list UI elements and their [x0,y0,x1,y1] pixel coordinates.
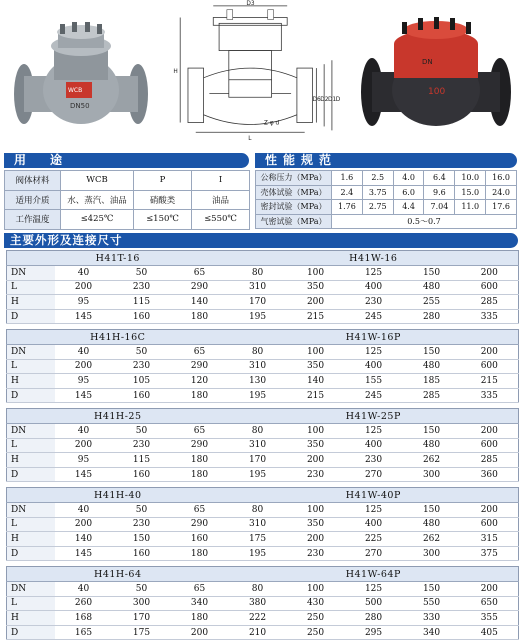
table-cell: 245 [345,309,403,324]
table-cell: 400 [345,438,403,453]
table-cell: 65 [171,345,229,360]
table-cell: 50 [113,345,171,360]
table-row [256,171,517,186]
table-cell: 16.0 [486,171,517,186]
table-cell: 400 [345,280,403,295]
table-cell: 24.0 [486,185,517,200]
table-cell: 210 [229,625,287,640]
dim-d6: D6 [312,97,321,104]
table-cell: 100 [287,266,345,281]
row-label: D [7,546,55,561]
table-cell: 100 [287,345,345,360]
table-cell: 300 [403,467,461,482]
table-cell: 4.4 [393,200,424,215]
table-cell: 350 [287,517,345,532]
table-cell: 115 [113,453,171,468]
table-cell: 3.75 [362,185,393,200]
table-cell: 95 [55,295,113,310]
model-left: H41H-64 [7,567,229,582]
table-cell: 168 [55,611,113,626]
table-cell: 145 [55,467,113,482]
table-row [7,438,519,453]
table-cell: 290 [171,359,229,374]
table-cell: 180 [171,611,229,626]
dimension-table [6,566,519,640]
perf-label: 气密试验（MPa） [256,214,332,229]
dimension-table [6,487,519,561]
table-row [7,625,519,640]
table-row [7,503,519,518]
table-cell: 80 [229,266,287,281]
table-cell: 140 [171,295,229,310]
table-cell: 480 [403,280,461,295]
row-label: DN [7,424,55,439]
table-cell: 150 [403,582,461,597]
table-cell: 335 [461,309,519,324]
table-cell: 170 [113,611,171,626]
table-cell: 480 [403,438,461,453]
table-cell: 260 [55,596,113,611]
table-cell: 650 [461,596,519,611]
table-cell: 230 [345,295,403,310]
table-cell: 340 [171,596,229,611]
table-cell: 270 [345,546,403,561]
table-cell: 165 [55,625,113,640]
table-row [7,453,519,468]
table-cell: WCB [61,171,134,191]
table-cell: 295 [345,625,403,640]
table-cell: 200 [287,295,345,310]
table-cell: 400 [345,359,403,374]
table-cell: 215 [461,374,519,389]
table-cell: 195 [229,388,287,403]
row-label: H [7,295,55,310]
dim-d: D [335,97,341,104]
table-cell: 222 [229,611,287,626]
valve-mark-2: DN50 [70,102,90,110]
table-cell: 600 [461,438,519,453]
table-cell: 200 [461,503,519,518]
model-header-row [7,488,519,503]
table-cell: 硝酸类 [134,190,192,210]
table-cell: 170 [229,453,287,468]
table-cell: 330 [403,611,461,626]
table-row [7,546,519,561]
table-cell: 9.6 [424,185,455,200]
table-cell: 95 [55,453,113,468]
table-row [7,309,519,324]
table-row [5,171,250,191]
usage-section-title: 用 途 [4,153,249,168]
table-row [7,266,519,281]
table-cell: 195 [229,467,287,482]
table-cell: 80 [229,503,287,518]
table-cell: 290 [171,438,229,453]
table-cell: 200 [55,438,113,453]
table-row [5,210,250,230]
table-row [7,467,519,482]
row-label: H [7,532,55,547]
dimension-table [6,250,519,324]
table-cell: 2.4 [332,185,363,200]
table-cell: 290 [171,517,229,532]
table-cell: 200 [461,266,519,281]
table-cell: 2.5 [362,171,393,186]
table-cell: 4.0 [393,171,424,186]
table-row [7,280,519,295]
dimension-table [6,408,519,482]
dim-h: H [173,68,178,75]
table-cell: 600 [461,359,519,374]
table-cell: 80 [229,424,287,439]
perf-label: 壳体试验（MPa） [256,185,332,200]
table-cell: 145 [55,388,113,403]
table-cell: 160 [113,388,171,403]
table-cell: 225 [345,532,403,547]
table-cell: 245 [345,388,403,403]
table-cell: 185 [403,374,461,389]
model-right: H41W-16P [229,330,519,345]
table-cell: 160 [113,467,171,482]
table-cell: 360 [461,467,519,482]
row-label: L [7,280,55,295]
dimension-table [6,329,519,403]
row-label: H [7,374,55,389]
table-cell: 125 [345,266,403,281]
table-cell: 150 [403,503,461,518]
model-header-row [7,330,519,345]
table-cell: 145 [55,309,113,324]
table-cell: 水、蒸汽、油品 [61,190,134,210]
row-label: D [7,309,55,324]
table-cell: 350 [287,438,345,453]
row-label: D [7,388,55,403]
table-cell: 280 [403,309,461,324]
row-label: D [7,467,55,482]
dim-d1: D1 [328,97,337,104]
table-cell: 310 [229,280,287,295]
table-cell: P [134,171,192,191]
table-cell: 405 [461,625,519,640]
table-cell: 315 [461,532,519,547]
table-cell: 215 [287,388,345,403]
table-cell: 150 [403,345,461,360]
table-cell: 50 [113,424,171,439]
table-cell: 180 [171,467,229,482]
table-row [7,374,519,389]
model-right: H41W-64P [229,567,519,582]
table-row [7,582,519,597]
usage-label: 适用介质 [5,190,61,210]
model-left: H41H-40 [7,488,229,503]
table-cell: 125 [345,582,403,597]
table-row [256,200,517,215]
table-cell: 285 [461,453,519,468]
table-cell: 175 [113,625,171,640]
table-cell: 50 [113,503,171,518]
table-cell: 480 [403,359,461,374]
table-cell: 160 [113,546,171,561]
table-cell: I [192,171,250,191]
table-cell: 油品 [192,190,250,210]
table-cell: 350 [287,359,345,374]
row-label: L [7,596,55,611]
table-row [7,295,519,310]
table-cell: 550 [403,596,461,611]
table-row [256,214,517,229]
table-cell: 270 [345,467,403,482]
table-cell: 65 [171,582,229,597]
model-left: H41H-25 [7,409,229,424]
model-left: H41H-16C [7,330,229,345]
table-cell: 230 [113,359,171,374]
table-cell: 600 [461,517,519,532]
table-cell: 80 [229,345,287,360]
table-cell: 11.0 [455,200,486,215]
dimensions-section-title: 主要外形及连接尺寸 [4,233,518,248]
table-cell: 285 [461,295,519,310]
table-cell: 170 [229,295,287,310]
dim-d3: D3 [246,0,255,7]
table-cell: 150 [403,266,461,281]
table-cell: ≤150℃ [134,210,192,230]
table-cell: 200 [55,280,113,295]
table-cell: 195 [229,546,287,561]
table-cell: 195 [229,309,287,324]
table-cell: 200 [55,517,113,532]
table-cell: 120 [171,374,229,389]
model-right: H41W-40P [229,488,519,503]
table-cell: 105 [113,374,171,389]
table-cell: 6.4 [424,171,455,186]
table-cell: 40 [55,345,113,360]
table-cell: 400 [345,517,403,532]
valve-mark-1: WCB [68,87,83,94]
table-cell: 230 [113,280,171,295]
row-label: H [7,453,55,468]
table-cell: 200 [55,359,113,374]
table-cell: 200 [461,582,519,597]
table-cell: 290 [171,280,229,295]
table-row [7,359,519,374]
usage-table [4,170,250,230]
table-cell: 230 [113,517,171,532]
table-cell: 100 [287,503,345,518]
table-cell: 6.0 [393,185,424,200]
table-cell: 115 [113,295,171,310]
table-cell: 150 [403,424,461,439]
model-left: H41T-16 [7,251,229,266]
table-cell: 180 [171,453,229,468]
table-cell: 40 [55,424,113,439]
table-cell: 65 [171,503,229,518]
table-cell: 100 [287,582,345,597]
table-cell: 180 [171,309,229,324]
table-cell: 150 [113,532,171,547]
table-cell: 262 [403,453,461,468]
table-cell: 40 [55,503,113,518]
table-cell: 180 [171,546,229,561]
table-cell: 230 [287,467,345,482]
model-header-row [7,567,519,582]
table-cell: 17.6 [486,200,517,215]
table-cell: 262 [403,532,461,547]
table-cell: 300 [113,596,171,611]
table-cell: 230 [287,546,345,561]
table-cell: 380 [229,596,287,611]
table-row [256,185,517,200]
table-row [5,190,250,210]
table-cell: 600 [461,280,519,295]
table-cell: 155 [345,374,403,389]
table-cell: 7.04 [424,200,455,215]
row-label: DN [7,503,55,518]
table-cell: 230 [345,453,403,468]
table-cell: 40 [55,582,113,597]
table-cell: 130 [229,374,287,389]
table-cell: 125 [345,345,403,360]
table-cell: 300 [403,546,461,561]
valve-photo-grey [2,2,160,144]
table-cell: ≤550℃ [192,210,250,230]
table-cell: 125 [345,503,403,518]
dim-d2: D2 [320,97,329,104]
row-label: DN [7,345,55,360]
table-cell: 80 [229,582,287,597]
table-cell: 500 [345,596,403,611]
table-row [7,424,519,439]
table-cell: 255 [403,295,461,310]
table-cell: 125 [345,424,403,439]
table-cell: 140 [287,374,345,389]
table-cell: 145 [55,546,113,561]
table-cell: 340 [403,625,461,640]
table-cell: 480 [403,517,461,532]
performance-section-title: 性能规范 [255,153,517,168]
row-label: H [7,611,55,626]
table-cell: 250 [287,611,345,626]
performance-table [255,170,517,229]
table-cell: 250 [287,625,345,640]
table-cell: 280 [345,611,403,626]
table-cell: 1.6 [332,171,363,186]
table-row [7,388,519,403]
header-illustrations [0,0,520,150]
row-label: DN [7,582,55,597]
table-cell: 160 [171,532,229,547]
model-header-row [7,251,519,266]
model-header-row [7,409,519,424]
table-cell: 200 [287,453,345,468]
table-cell: 40 [55,266,113,281]
table-cell: 355 [461,611,519,626]
table-cell: 200 [461,345,519,360]
valve-section-drawing [168,0,348,142]
table-row [7,611,519,626]
table-cell: 310 [229,359,287,374]
table-cell: 2.75 [362,200,393,215]
perf-label: 公称压力（MPa） [256,171,332,186]
table-cell: 10.0 [455,171,486,186]
table-cell: 50 [113,582,171,597]
valve-red-mark-2: 100 [428,87,446,97]
model-right: H41W-16 [229,251,519,266]
table-row [7,345,519,360]
row-label: L [7,438,55,453]
model-right: H41W-25P [229,409,519,424]
table-cell: 430 [287,596,345,611]
usage-label: 工作温度 [5,210,61,230]
table-cell: 375 [461,546,519,561]
table-cell: 160 [113,309,171,324]
table-cell: 310 [229,438,287,453]
table-cell: 200 [461,424,519,439]
table-cell: 1.76 [332,200,363,215]
valve-photo-red [356,2,516,144]
table-cell: ≤425℃ [61,210,134,230]
usage-label: 阀体材料 [5,171,61,191]
table-cell: 95 [55,374,113,389]
valve-red-mark-1: DN [422,58,433,66]
table-cell: 180 [171,388,229,403]
table-cell: 140 [55,532,113,547]
table-cell: 200 [287,532,345,547]
table-cell: 175 [229,532,287,547]
table-cell: 230 [113,438,171,453]
table-cell: 200 [171,625,229,640]
row-label: DN [7,266,55,281]
table-cell: 50 [113,266,171,281]
table-cell: 0.5～0.7 [332,214,517,229]
table-cell: 215 [287,309,345,324]
dim-z: Z-φ d [263,120,280,127]
table-cell: 65 [171,424,229,439]
perf-label: 密封试验（MPa） [256,200,332,215]
table-cell: 350 [287,280,345,295]
table-cell: 100 [287,424,345,439]
table-row [7,517,519,532]
table-cell: 310 [229,517,287,532]
row-label: L [7,517,55,532]
table-cell: 335 [461,388,519,403]
table-cell: 285 [403,388,461,403]
table-cell: 65 [171,266,229,281]
table-cell: 15.0 [455,185,486,200]
dim-l: L [248,136,252,142]
row-label: D [7,625,55,640]
table-row [7,596,519,611]
table-row [7,532,519,547]
row-label: L [7,359,55,374]
